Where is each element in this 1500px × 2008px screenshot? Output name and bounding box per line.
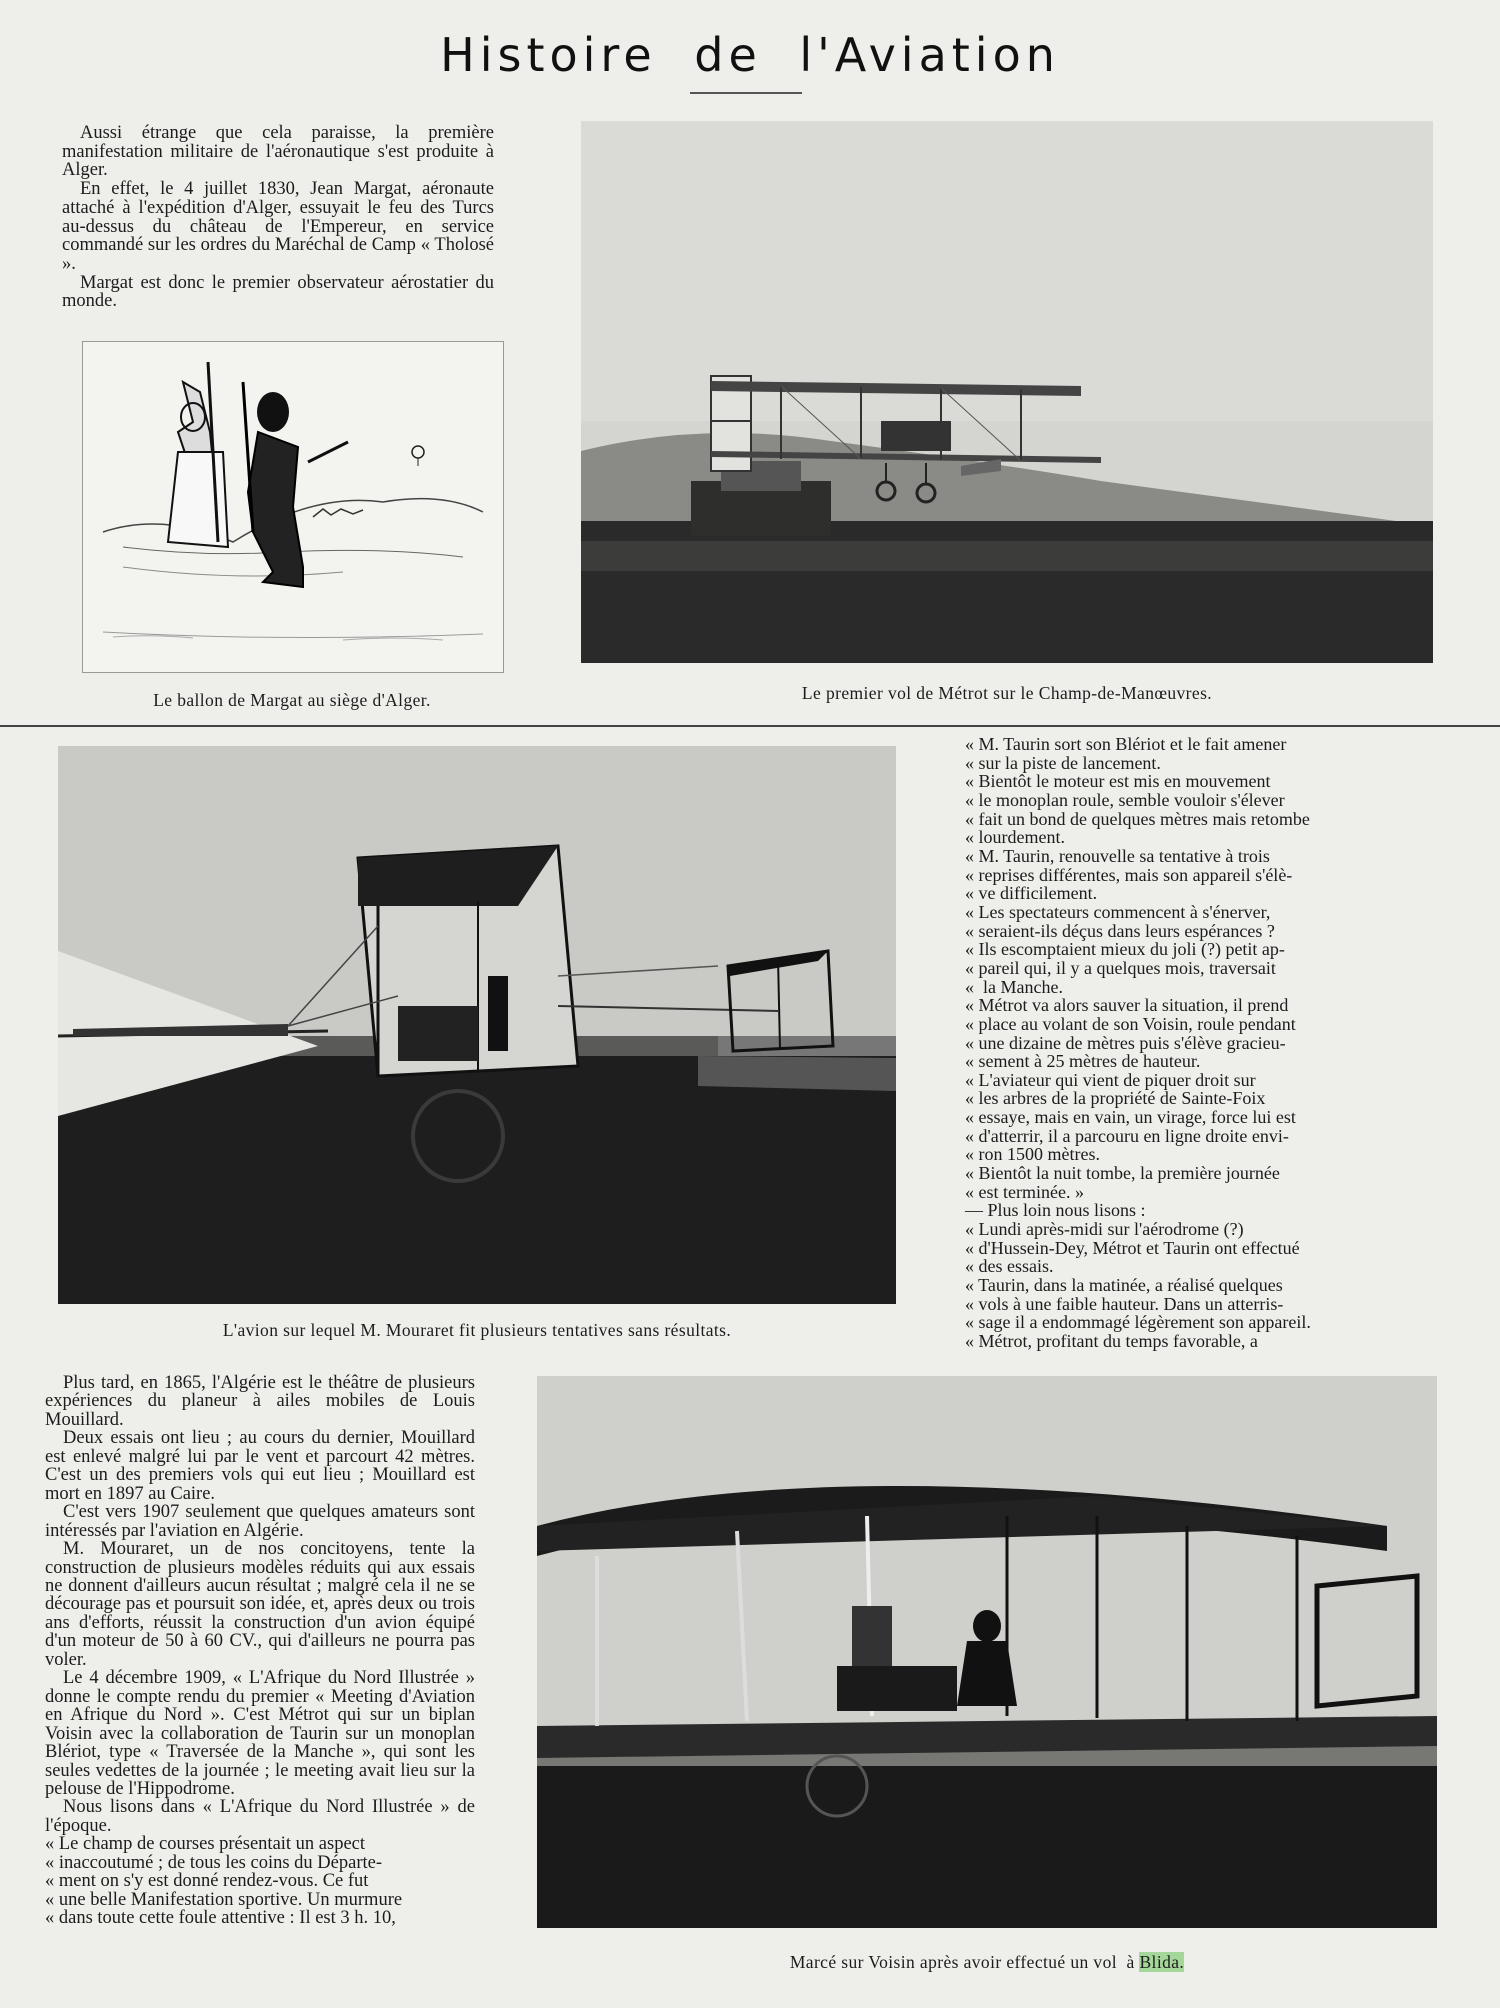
- right-column-line: « une dizaine de mètres puis s'élève gracieu-: [965, 1032, 1286, 1053]
- bottom-paragraph: Le 4 décembre 1909, « L'Afrique du Nord Illustrée » donne le compte rendu du premier « Meeting d'Aviation en Afrique du Nord ». C'est Métrot qui sur un biplan Voisin avec la collaboration de Taurin sur un monoplan Blériot, type « Traversée de la Manche », qui sont les seules vedettes de la journée ; le meeting avait lieu sur la pelouse de l'Hippodrome.: [45, 1668, 475, 1799]
- right-column-line: — Plus loin nous lisons :: [965, 1200, 1146, 1221]
- right-column-line: « pareil qui, il y a quelques mois, traversait: [965, 957, 1276, 978]
- metrot-flight-caption: Le premier vol de Métrot sur le Champ-de-Manœuvres.: [801, 683, 1213, 703]
- right-column-line: « d'Hussein-Dey, Métrot et Taurin ont effectué: [965, 1237, 1300, 1258]
- page-title: Histoire de l'Aviation: [440, 28, 1060, 82]
- intro-paragraph: Margat est donc le premier observateur aérostatier du monde.: [62, 272, 494, 312]
- right-column-line: « Métrot va alors sauver la situation, il prend: [965, 995, 1289, 1016]
- right-column-line: « lourdement.: [965, 827, 1065, 848]
- mouraret-plane-caption: L'avion sur lequel M. Mouraret fit plusieurs tentatives sans résultats.: [222, 1320, 732, 1340]
- right-column-line: « les arbres de la propriété de Sainte-Foix: [965, 1088, 1266, 1109]
- right-column-line: « ve difficilement.: [965, 883, 1098, 904]
- marce-voisin-caption-text: Marcé sur Voisin après avoir effectué un vol à: [789, 1952, 1140, 1972]
- right-column-line: « Taurin, dans la matinée, a réalisé quelques: [965, 1275, 1283, 1296]
- right-column-line: « seraient-ils déçus dans leurs espérances ?: [965, 920, 1275, 941]
- right-column-line: « Bientôt le moteur est mis en mouvement: [965, 771, 1271, 792]
- bottom-paragraph: M. Mouraret, un de nos concitoyens, tente la construction de plusieurs modèles réduits qui aux essais ne donnent d'ailleurs aucun résultat ; malgré cela il ne se décourage pas et poursuit son idée, et, après deux ou trois ans d'efforts, réussit la construction d'un avion équipé d'un moteur de 50 à 60 CV., qui d'ailleurs ne pourra pas voler.: [45, 1539, 475, 1670]
- right-column-line: « le monoplan roule, semble vouloir s'élever: [965, 789, 1285, 810]
- blida-highlight: Blida.: [1139, 1952, 1185, 1972]
- right-column-line: « des essais.: [965, 1256, 1054, 1277]
- intro-paragraph: Aussi étrange que cela paraisse, la première manifestation militaire de l'aéronautique s'est produite à Alger.: [62, 123, 494, 181]
- marce-voisin-caption: [537, 1952, 1437, 1973]
- bottom-quote-line: « Le champ de courses présentait un aspect: [45, 1834, 366, 1855]
- right-column-line: « Métrot, profitant du temps favorable, a: [965, 1331, 1258, 1351]
- bottom-paragraph: C'est vers 1907 seulement que quelques amateurs sont intéressés par l'aviation en Algérie.: [45, 1502, 475, 1541]
- title-underline: [690, 92, 802, 94]
- right-column-line: « reprises différentes, mais son appareil s'élè-: [965, 864, 1293, 885]
- right-column-line: « Lundi après-midi sur l'aérodrome (?): [965, 1219, 1244, 1240]
- right-column-line: « essaye, mais en vain, un virage, force lui est: [965, 1107, 1296, 1128]
- right-column-line: « sement à 25 mètres de hauteur.: [965, 1051, 1201, 1072]
- right-column-line: « sage il a endommagé légèrement son appareil.: [965, 1312, 1311, 1333]
- bottom-paragraph: Plus tard, en 1865, l'Algérie est le théâtre de plusieurs expériences du planeur à ailes mobiles de Louis Mouillard.: [45, 1373, 475, 1430]
- right-column-line: « d'atterrir, il a parcouru en ligne droite envi-: [965, 1125, 1289, 1146]
- right-column-line: « L'aviateur qui vient de piquer droit sur: [965, 1069, 1256, 1090]
- right-column-line: « sur la piste de lancement.: [965, 752, 1161, 773]
- bottom-column-text: [45, 1374, 475, 1928]
- bottom-paragraph: Nous lisons dans « L'Afrique du Nord Illustrée » de l'époque.: [45, 1797, 475, 1836]
- right-column-line: « M. Taurin, renouvelle sa tentative à trois: [965, 845, 1270, 866]
- mouraret-plane-photo: [58, 746, 896, 1304]
- bottom-quote-line: « ment on s'y est donné rendez-vous. Ce fut: [45, 1871, 369, 1892]
- intro-text: [62, 124, 494, 311]
- right-column-line: « Bientôt la nuit tombe, la première journée: [965, 1163, 1280, 1184]
- margat-balloon-sketch: [82, 341, 504, 673]
- marce-voisin-photo: [537, 1376, 1437, 1928]
- intro-paragraph: En effet, le 4 juillet 1830, Jean Margat, aéronaute attaché à l'expédition d'Alger, essuyait le feu des Turcs au-dessus du château de l'Empereur, en service commandé sur les ordres du Maréchal de Camp « Tholosé ».: [62, 179, 494, 274]
- right-column-line: « ron 1500 mètres.: [965, 1144, 1100, 1165]
- right-column-line: « Les spectateurs commencent à s'énerver,: [965, 901, 1271, 922]
- metrot-flight-photo: [581, 121, 1433, 663]
- bottom-paragraph: Deux essais ont lieu ; au cours du dernier, Mouillard est enlevé malgré lui par le vent et parcourt 42 mètres. C'est un des premiers vols qui eut lieu ; Mouillard est mort en 1897 au Caire.: [45, 1428, 475, 1504]
- right-column-line: « M. Taurin sort son Blériot et le fait amener: [965, 734, 1287, 754]
- right-column-text: [965, 735, 1435, 1351]
- right-column-line: « la Manche.: [965, 976, 1063, 997]
- bottom-quote-line: « dans toute cette foule attentive : Il est 3 h. 10,: [45, 1908, 396, 1929]
- right-column-line: « est terminée. »: [965, 1181, 1084, 1202]
- bottom-quote-line: « une belle Manifestation sportive. Un murmure: [45, 1889, 403, 1910]
- right-column-line: « vols à une faible hauteur. Dans un atterris-: [965, 1293, 1284, 1314]
- margat-balloon-caption: Le ballon de Margat au siège d'Alger.: [153, 690, 431, 710]
- right-column-line: « fait un bond de quelques mètres mais retombe: [965, 808, 1310, 829]
- section-divider: [0, 725, 1500, 727]
- right-column-line: « Ils escomptaient mieux du joli (?) petit ap-: [965, 939, 1285, 960]
- right-column-line: « place au volant de son Voisin, roule pendant: [965, 1013, 1296, 1034]
- bottom-quote-line: « inaccoutumé ; de tous les coins du Départe-: [45, 1852, 383, 1873]
